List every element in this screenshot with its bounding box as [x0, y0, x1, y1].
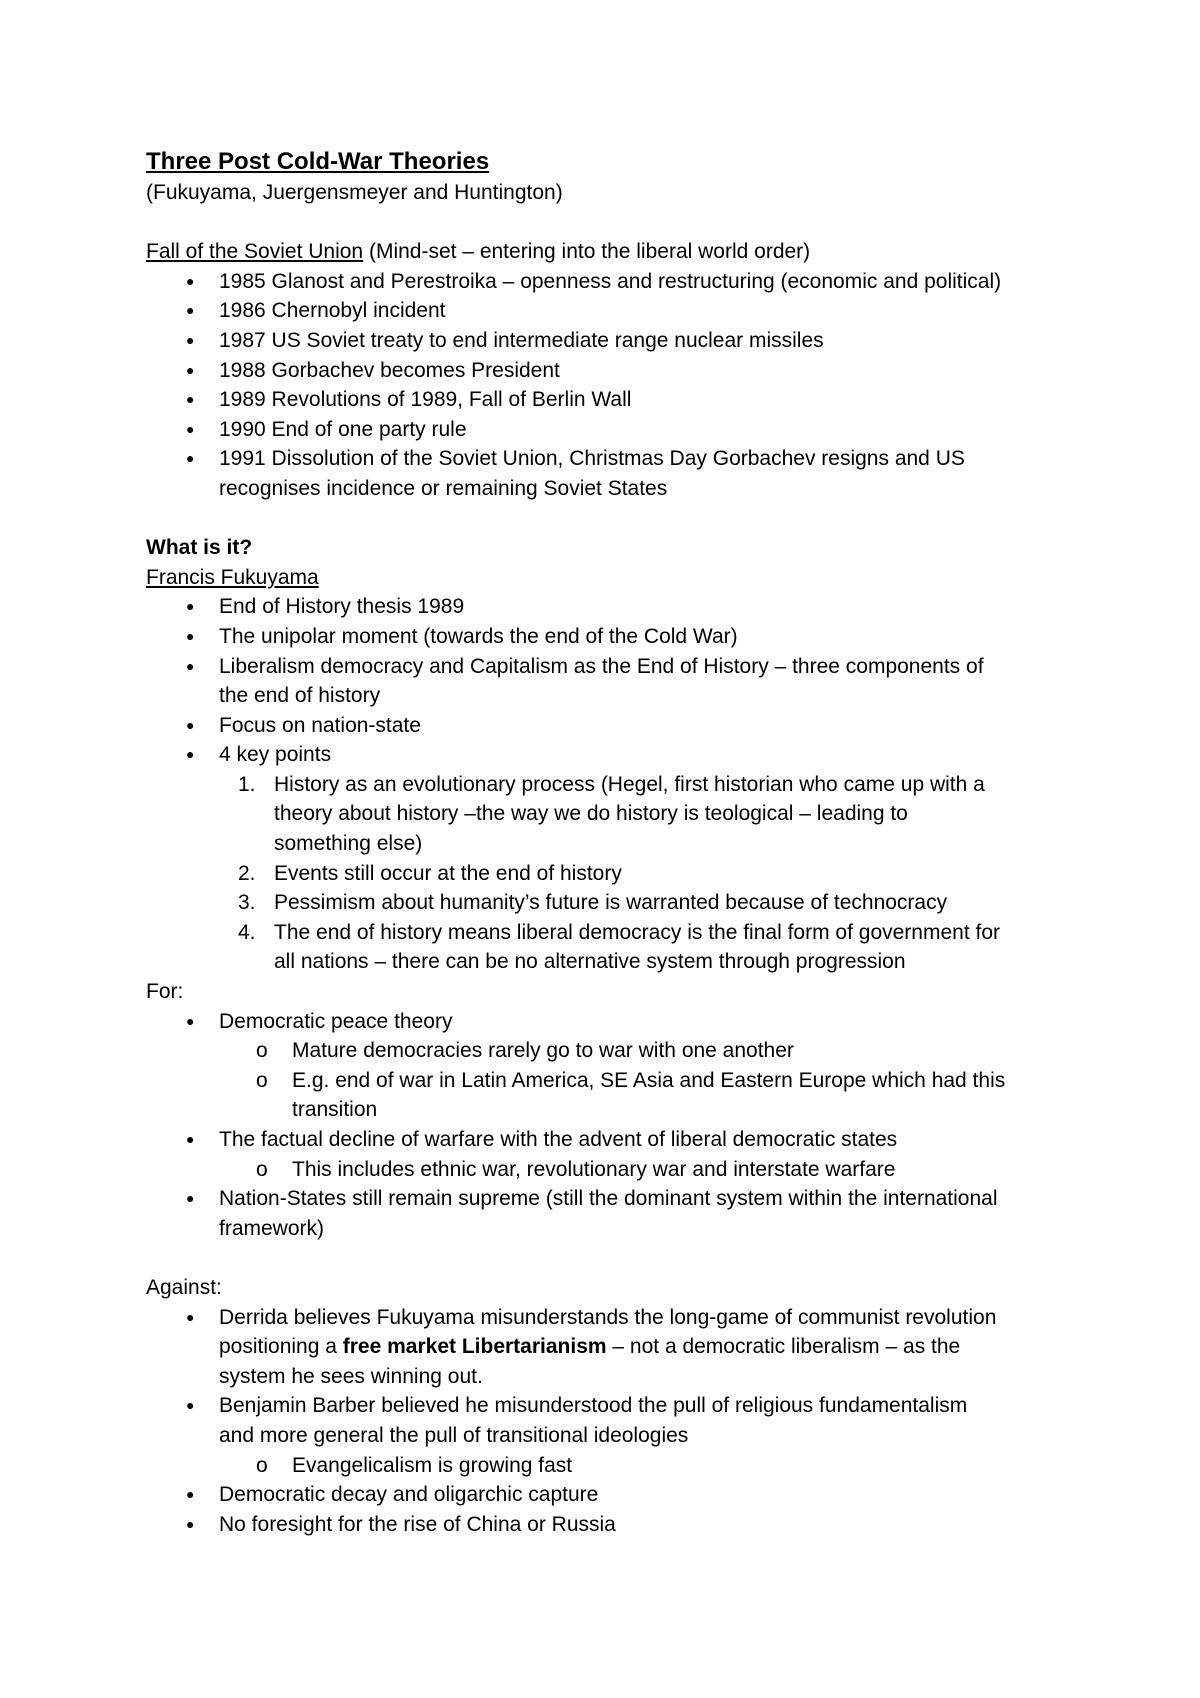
- numbered-item: 2. Events still occur at the end of history: [146, 859, 1066, 889]
- for-heading: For:: [146, 980, 184, 1004]
- list-item: ● 1987 US Soviet treaty to end intermediate range nuclear missiles: [146, 326, 1066, 356]
- page-title: Three Post Cold-War Theories: [146, 148, 490, 175]
- item-number: 4.: [238, 920, 256, 944]
- bullet-icon: ●: [186, 1308, 195, 1325]
- key-points-list: [146, 770, 1066, 977]
- against-heading: Against:: [146, 1275, 222, 1299]
- sub-bullet-icon: o: [256, 1157, 268, 1181]
- fukuyama-list: [146, 592, 1066, 770]
- soviet-timeline-list: [146, 267, 1066, 504]
- bullet-icon: ●: [186, 657, 195, 674]
- bullet-icon: ●: [186, 302, 195, 319]
- bullet-icon: ●: [186, 598, 195, 615]
- section-heading-rest: (Mind-set – entering into the liberal world order): [363, 240, 811, 264]
- page-subtitle: (Fukuyama, Juergensmeyer and Huntington): [146, 181, 563, 204]
- bullet-icon: ●: [186, 331, 195, 348]
- sub-bullet-icon: o: [256, 1068, 268, 1092]
- bullet-icon: ●: [186, 746, 195, 763]
- bullet-icon: ●: [186, 450, 195, 467]
- bullet-icon: ●: [186, 420, 195, 437]
- sub-list-item: o E.g. end of war in Latin America, SE Asia and Eastern Europe which had this transition: [146, 1066, 1066, 1125]
- bullet-icon: ●: [186, 1131, 195, 1147]
- numbered-item: 4. The end of history means liberal democracy is the final form of government for all nations – there can be no alternative system through progression: [146, 918, 1066, 977]
- document-body: [146, 146, 1066, 1539]
- item-number: 2.: [238, 861, 256, 885]
- list-item: ● 1991 Dissolution of the Soviet Union, Christmas Day Gorbachev resigns and US recognises incidence or remaining Soviet States: [146, 444, 1066, 503]
- emphasis-text: free market Libertarianism: [342, 1335, 607, 1359]
- list-item: ● The factual decline of warfare with the advent of liberal democratic states: [146, 1125, 1066, 1155]
- section-heading-link: Fall of the Soviet Union: [146, 240, 364, 264]
- numbered-item: 1. History as an evolutionary process (Hegel, first historian who came up with a theory about history –the way we do history is teological – leading to something else): [146, 770, 1066, 859]
- list-item: ● Benjamin Barber believed he misunderstood the pull of religious fundamentalism and more general the pull of transitional ideologies: [146, 1391, 1066, 1450]
- list-item: ● The unipolar moment (towards the end of the Cold War): [146, 622, 1066, 652]
- bullet-icon: ●: [186, 1397, 195, 1414]
- sub-list-item: o This includes ethnic war, revolutionary war and interstate warfare: [146, 1155, 1066, 1185]
- bullet-icon: ●: [186, 1012, 195, 1029]
- author-heading: Francis Fukuyama: [146, 565, 319, 589]
- list-item: ● Derrida believes Fukuyama misunderstands the long-game of communist revolution positioning a free market Libertarianism – not a democratic liberalism – as the system he sees winning out.: [146, 1303, 1066, 1392]
- list-item: ● Focus on nation-state: [146, 711, 1066, 741]
- bullet-icon: ●: [186, 716, 195, 733]
- list-item: ● No foresight for the rise of China or Russia: [146, 1510, 1066, 1540]
- list-item: ● 1989 Revolutions of 1989, Fall of Berlin Wall: [146, 385, 1066, 415]
- item-number: 3.: [238, 891, 256, 915]
- list-item: ● 1988 Gorbachev becomes President: [146, 356, 1066, 386]
- sub-list-item: o Evangelicalism is growing fast: [146, 1451, 1066, 1481]
- list-item: ● 1985 Glanost and Perestroika – openness and restructuring (economic and political): [146, 267, 1066, 297]
- bullet-icon: ●: [186, 391, 195, 408]
- bullet-icon: ●: [186, 272, 195, 289]
- question-heading: What is it?: [146, 536, 253, 560]
- list-item: ● 1986 Chernobyl incident: [146, 296, 1066, 326]
- bullet-icon: ●: [186, 1486, 195, 1503]
- section-heading-soviet: [146, 237, 1066, 267]
- bullet-icon: ●: [186, 1515, 195, 1532]
- list-item: ● 4 key points: [146, 740, 1066, 770]
- sub-bullet-icon: o: [256, 1039, 268, 1063]
- against-list: [146, 1303, 1066, 1540]
- list-item: ● Democratic decay and oligarchic capture: [146, 1480, 1066, 1510]
- list-item: ● Nation-States still remain supreme (still the dominant system within the international framework): [146, 1184, 1066, 1243]
- list-item: ● End of History thesis 1989: [146, 592, 1066, 622]
- item-number: 1.: [238, 772, 256, 796]
- bullet-icon: ●: [186, 1190, 195, 1207]
- sub-list-item: o Mature democracies rarely go to war with one another: [146, 1036, 1066, 1066]
- for-list: [146, 1007, 1066, 1244]
- bullet-icon: ●: [186, 627, 195, 644]
- numbered-item: 3. Pessimism about humanity’s future is warranted because of technocracy: [146, 888, 1066, 918]
- list-item: ● Democratic peace theory: [146, 1007, 1066, 1037]
- list-item: ● 1990 End of one party rule: [146, 415, 1066, 445]
- bullet-icon: ●: [186, 361, 195, 378]
- sub-bullet-icon: o: [256, 1453, 268, 1477]
- list-item: ● Liberalism democracy and Capitalism as the End of History – three components of the end of history: [146, 652, 1066, 711]
